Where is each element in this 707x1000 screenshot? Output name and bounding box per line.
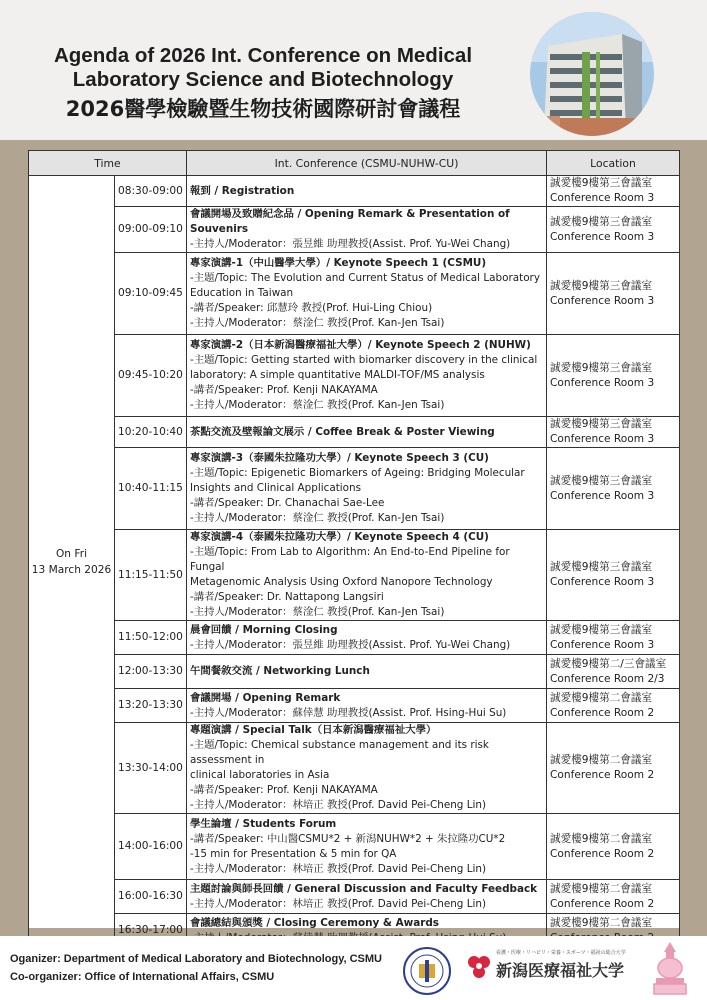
- cu-logo: [648, 940, 692, 998]
- table-row: [29, 689, 680, 723]
- location-chinese: 誠愛樓9樓第三會議室: [550, 623, 653, 636]
- location-english: Conference Room 3: [550, 294, 655, 307]
- nuhw-logo: [466, 945, 626, 989]
- location-cell: [547, 880, 680, 914]
- session-cell: [187, 621, 547, 655]
- session-cell: [187, 176, 547, 207]
- session-detail-line: -主題/Topic: The Evolution and Current Status of Medical Laboratory: [190, 272, 540, 284]
- session-cell: [187, 448, 547, 530]
- time-cell: 09:45-10:20: [115, 335, 187, 417]
- nuhw-name: 新潟医療福祉大学: [496, 961, 625, 980]
- session-detail-line: -主持人/Moderator：張昱維 助理教授(Assist. Prof. Yu-Wei Chang): [190, 238, 511, 250]
- header-location: Location: [547, 151, 680, 176]
- session-title: 茶點交流及壁報論文展示 / Coffee Break & Poster Viewing: [190, 425, 495, 438]
- table-row: [29, 335, 680, 417]
- location-cell: [547, 335, 680, 417]
- session-detail-line: -15 min for Presentation & 5 min for QA: [190, 847, 397, 860]
- session-cell: [187, 723, 547, 814]
- location-english: Conference Room 2: [550, 897, 655, 910]
- title-en-line-2: Laboratory Science and Biotechnology: [72, 68, 454, 91]
- location-chinese: 誠愛樓9樓第三會議室: [550, 418, 653, 430]
- session-detail-line: -主持人/Moderator：蔡淦仁 教授(Prof. Kan-Jen Tsai): [190, 606, 445, 618]
- session-detail-line: -主題/Topic: From Lab to Algorithm: An End-to-End Pipeline for Fungal: [190, 546, 510, 573]
- table-row: [29, 417, 680, 448]
- location-cell: [547, 689, 680, 723]
- session-detail-line: -講者/Speaker: 邱慧玲 教授(Prof. Hui-Ling Chiou): [190, 302, 433, 314]
- location-english: Conference Room 3: [550, 230, 655, 243]
- nuhw-tagline: 看護・医療・リハビリ・栄養・スポーツ・福祉の総合大学: [496, 950, 626, 956]
- session-title: 會議開場及致贈紀念品 / Opening Remark & Presentation of Souvenirs: [190, 208, 510, 235]
- session-title: 報到 / Registration: [190, 184, 295, 197]
- session-title: 午間餐敘交流 / Networking Lunch: [190, 665, 370, 677]
- session-title: 晨會回饋 / Morning Closing: [190, 623, 338, 636]
- table-header-row: [29, 151, 680, 176]
- location-chinese: 誠愛樓9樓第二會議室: [550, 754, 653, 766]
- location-chinese: 誠愛樓9樓第三會議室: [550, 177, 653, 189]
- building-photo: [530, 12, 654, 136]
- location-english: Conference Room 2: [550, 706, 655, 719]
- table-row: [29, 530, 680, 621]
- session-cell: [187, 814, 547, 880]
- session-title: 學生論壇 / Students Forum: [190, 817, 337, 830]
- time-cell: 12:00-13:30: [115, 655, 187, 689]
- table-row: [29, 176, 680, 207]
- title-en-line-1: Agenda of 2026 Int. Conference on Medical: [53, 44, 473, 67]
- time-cell: 14:00-16:00: [115, 814, 187, 880]
- header-conference: Int. Conference (CSMU-NUHW-CU): [187, 151, 547, 176]
- session-detail-line: -主題/Topic: Epigenetic Biomarkers of Ageing: Bridging Molecular: [190, 467, 525, 479]
- location-cell: [547, 253, 680, 335]
- location-chinese: 誠愛樓9樓第三會議室: [550, 474, 653, 487]
- session-detail-line: -主題/Topic: Getting started with biomarker discovery in the clinical: [190, 354, 538, 366]
- day-line-1: On Fri: [55, 547, 88, 560]
- session-cell: [187, 689, 547, 723]
- location-chinese: 誠愛樓9樓第二會議室: [550, 882, 653, 895]
- table-row: [29, 880, 680, 914]
- session-title: 主題討論與師長回饋 / General Discussion and Faculty Feedback: [190, 882, 538, 895]
- time-cell: 13:20-13:30: [115, 689, 187, 723]
- time-cell: 09:10-09:45: [115, 253, 187, 335]
- location-english: Conference Room 3: [550, 576, 655, 588]
- table-row: [29, 655, 680, 689]
- day-line-2: 13 March 2026: [31, 563, 112, 576]
- location-cell: [547, 448, 680, 530]
- page-title-chinese: 2026醫學檢驗暨生物技術國際研討會議程: [65, 97, 461, 121]
- location-english: Conference Room 3: [550, 192, 655, 204]
- session-detail-line: -講者/Speaker: 中山醫CSMU*2 + 新潟NUHW*2 + 朱拉隆功CU*2: [190, 832, 506, 845]
- table-row: [29, 621, 680, 655]
- time-cell: 16:00-16:30: [115, 880, 187, 914]
- session-title: 會議開場 / Opening Remark: [190, 691, 341, 704]
- location-chinese: 誠愛樓9樓第三會議室: [550, 215, 653, 228]
- location-cell: [547, 814, 680, 880]
- location-chinese: 誠愛樓9樓第二會議室: [550, 691, 653, 704]
- table-row: [29, 448, 680, 530]
- session-cell: [187, 530, 547, 621]
- session-detail-line: Metagenomic Analysis Using Oxford Nanopore Technology: [190, 576, 493, 588]
- poster-header: [0, 0, 707, 140]
- location-english: Conference Room 2: [550, 847, 655, 860]
- location-english: Conference Room 3: [550, 376, 655, 389]
- coorganizer-text: Co-organizer: Office of International Affairs, CSMU: [10, 971, 275, 983]
- location-chinese: 誠愛樓9樓第三會議室: [550, 279, 653, 292]
- agenda-body: [29, 176, 680, 948]
- time-cell: 11:50-12:00: [115, 621, 187, 655]
- location-cell: [547, 176, 680, 207]
- table-row: [29, 207, 680, 253]
- session-detail-line: -主持人/Moderator：蔡淦仁 教授(Prof. Kan-Jen Tsai): [190, 317, 445, 329]
- session-title: 專家演講-1（中山醫學大學）/ Keynote Speech 1 (CSMU): [190, 257, 487, 269]
- session-detail-line: Education in Taiwan: [190, 287, 294, 299]
- session-title: 專家演講-3（泰國朱拉隆功大學）/ Keynote Speech 3 (CU): [190, 452, 489, 464]
- session-detail-line: -講者/Speaker: Dr. Nattapong Langsiri: [190, 591, 384, 603]
- table-row: [29, 253, 680, 335]
- session-title: 專題演講 / Special Talk（日本新潟醫療福祉大學）: [190, 724, 437, 736]
- time-cell: 10:20-10:40: [115, 417, 187, 448]
- location-cell: [547, 621, 680, 655]
- location-cell: [547, 655, 680, 689]
- time-cell: 13:30-14:00: [115, 723, 187, 814]
- location-chinese: 誠愛樓9樓第三會議室: [550, 561, 653, 573]
- table-row: [29, 814, 680, 880]
- day-cell: [29, 176, 115, 948]
- location-cell: [547, 417, 680, 448]
- session-detail-line: -主持人/Moderator：林培正 教授(Prof. David Pei-Cheng Lin): [190, 799, 487, 811]
- session-detail-line: laboratory: A simple quantitative MALDI-TOF/MS analysis: [190, 369, 485, 381]
- session-detail-line: -主持人/Moderator：蔡淦仁 教授(Prof. Kan-Jen Tsai): [190, 512, 445, 524]
- session-title: 專家演講-2（日本新潟醫療福祉大學）/ Keynote Speech 2 (NUHW): [190, 339, 531, 351]
- session-detail-line: -主持人/Moderator：蘇倖慧 助理教授(Assist. Prof. Hsing-Hui Su): [190, 706, 507, 719]
- header-time: Time: [29, 151, 187, 176]
- location-english: Conference Room 3: [550, 433, 655, 445]
- session-detail-line: -主持人/Moderator：林培正 教授(Prof. David Pei-Cheng Lin): [190, 862, 487, 875]
- location-cell: [547, 207, 680, 253]
- page-title-english: [18, 44, 508, 92]
- session-cell: [187, 335, 547, 417]
- time-cell: 10:40-11:15: [115, 448, 187, 530]
- csmu-logo: [402, 946, 452, 996]
- location-cell: [547, 723, 680, 814]
- session-cell: [187, 880, 547, 914]
- organizer-text: Oganizer: Department of Medical Laboratory and Biotechnology, CSMU: [10, 953, 383, 965]
- location-chinese: 誠愛樓9樓第二/三會議室: [550, 657, 667, 670]
- session-detail-line: -講者/Speaker: Prof. Kenji NAKAYAMA: [190, 784, 378, 796]
- session-detail-line: -主持人/Moderator：林培正 教授(Prof. David Pei-Cheng Lin): [190, 897, 487, 910]
- time-cell: 08:30-09:00: [115, 176, 187, 207]
- location-chinese: 誠愛樓9樓第二會議室: [550, 832, 653, 845]
- session-title: 會議總結與頒獎 / Closing Ceremony & Awards: [190, 916, 439, 929]
- table-row: [29, 723, 680, 814]
- location-chinese: 誠愛樓9樓第二會議室: [550, 916, 653, 929]
- location-english: Conference Room 2: [550, 769, 655, 781]
- location-english: Conference Room 3: [550, 638, 655, 651]
- session-detail-line: -主題/Topic: Chemical substance management and its risk assessment in: [190, 739, 489, 766]
- session-detail-line: -主持人/Moderator：張昱維 助理教授(Assist. Prof. Yu-Wei Chang): [190, 638, 511, 651]
- agenda-table-container: [28, 150, 679, 936]
- session-detail-line: -主持人/Moderator：蔡淦仁 教授(Prof. Kan-Jen Tsai): [190, 399, 445, 411]
- time-cell: 16:30-17:00: [115, 914, 187, 948]
- footer-credits: [10, 950, 382, 986]
- location-chinese: 誠愛樓9樓第三會議室: [550, 361, 653, 374]
- session-cell: [187, 207, 547, 253]
- location-english: Conference Room 2/3: [550, 672, 665, 685]
- time-cell: 09:00-09:10: [115, 207, 187, 253]
- location-cell: [547, 530, 680, 621]
- session-cell: [187, 417, 547, 448]
- session-cell: [187, 253, 547, 335]
- location-english: Conference Room 3: [550, 489, 655, 502]
- session-detail-line: clinical laboratories in Asia: [190, 769, 330, 781]
- session-cell: [187, 655, 547, 689]
- session-detail-line: -講者/Speaker: Dr. Chanachai Sae-Lee: [190, 497, 385, 509]
- session-detail-line: Insights and Clinical Applications: [190, 482, 362, 494]
- session-title: 專家演講-4（泰國朱拉隆功大學）/ Keynote Speech 4 (CU): [190, 531, 489, 543]
- time-cell: 11:15-11:50: [115, 530, 187, 621]
- session-detail-line: -講者/Speaker: Prof. Kenji NAKAYAMA: [190, 384, 378, 396]
- agenda-table: [28, 150, 680, 948]
